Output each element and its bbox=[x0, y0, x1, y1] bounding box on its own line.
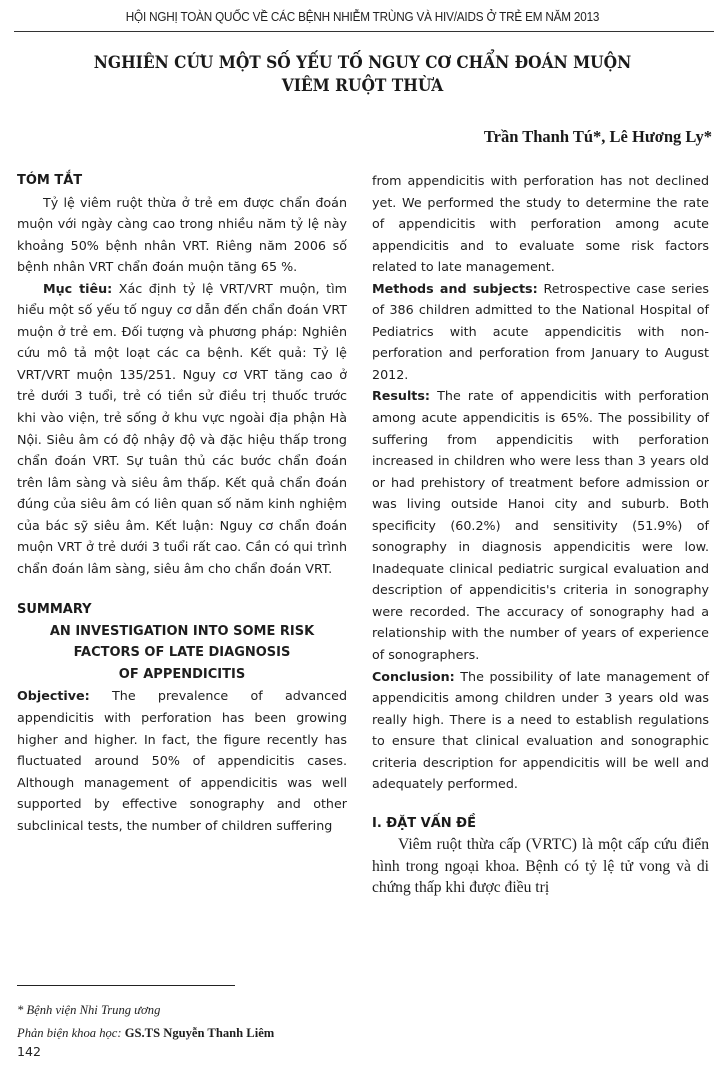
summary-conclusion bbox=[372, 666, 709, 795]
summary-results bbox=[372, 385, 709, 665]
summary-results-label: Results: bbox=[372, 388, 430, 404]
summary-results-text: The rate of appendicitis with perforation among acute appendicitis is 65%. The possibility of suffering from appendicitis with perforation increased in children who were less than 3 years old or had prehistory of treatment before admission or was living outside Hanoi city and suburb. Both specificity (60.2%) and sensitivity (51.9%) of sonography in diagnosis appendicitis were low. Inadequate clinical pediatric surgical evaluation and description of appendicitis's criteria in sonography were recorded. The accuracy of sonography had a relationship with the number of years of experience of sonographers. bbox=[372, 388, 709, 663]
summary-conclusion-label: Conclusion: bbox=[372, 668, 455, 684]
abstract-vi-objective-text: Xác định tỷ lệ VRT/VRT muộn, tìm hiểu một số yếu tố nguy cơ dẫn đến chẩn đoán VRT muộn ở trẻ em. Đối tượng và phương pháp: Nghiên cứu mô tả một loạt các ca bệnh. Kết quả: Tỷ lệ VRT/VRT muộn 135/251. Nguy cơ VRT tăng cao ở trẻ dưới 3 tuổi, trẻ có tiền sử điều trị thuốc trước khi vào viện, trẻ sống ở khu vực ngoài địa phận Hà Nội. Siêu âm có độ nhậy độ và đặc hiệu thấp trong chẩn đoán VRT. Sự tuân thủ các bước chẩn đoán trên lâm sàng và siêu âm thấp. Kết quả chẩn đoán đúng của siêu âm có liên quan số năm kinh nghiệm của bác sỹ siêu âm. Kết luận: Nguy cơ chẩn đoán muộn VRT ở trẻ dưới 3 tuổi rất cao. Cần có qui trình chẩn đoán lâm sàng, siêu âm cho chẩn đoán VRT. bbox=[17, 280, 347, 576]
footnote-reviewer bbox=[17, 1026, 274, 1041]
paper-title bbox=[29, 51, 696, 97]
footnote-rule bbox=[17, 985, 235, 986]
footnote-affiliation: * Bệnh viện Nhi Trung ương bbox=[17, 1003, 161, 1017]
right-column bbox=[372, 170, 709, 899]
page-number: 142 bbox=[17, 1044, 42, 1059]
summary-title-line-2: FACTORS OF LATE DIAGNOSIS bbox=[73, 645, 291, 661]
summary-objective-continued: from appendicitis with perforation has not declined yet. We performed the study to determine the rate of appendicitis with perforation among acute appendicitis and to evaluate some risk factors related to late management. bbox=[372, 173, 709, 275]
authors: Trần Thanh Tú*, Lê Hương Ly* bbox=[483, 127, 712, 146]
summary-methods-text: Retrospective case series of 386 children admitted to the National Hospital of Pediatrics with acute appendicitis with non-perforation and perforation from January to August 2012. bbox=[372, 280, 709, 382]
spacer bbox=[17, 579, 347, 599]
summary-title-line-1: AN INVESTIGATION INTO SOME RISK bbox=[49, 623, 315, 639]
summary-objective-text: The prevalence of advanced appendicitis with perforation has been growing higher and higher. In fact, the figure recently has fluctuated around 50% of appendicitis cases. Although management of appendicitis was well supported by effective sonography and other subclinical tests, the number of children suffering bbox=[17, 688, 347, 833]
summary-title-line-3: OF APPENDICITIS bbox=[118, 666, 246, 682]
summary-methods-label: Methods and subjects: bbox=[372, 280, 538, 296]
abstract-vi-objective bbox=[17, 278, 347, 580]
spacer bbox=[372, 795, 709, 813]
abstract-vi-heading: TÓM TẮT bbox=[17, 173, 83, 188]
paper-title-line-1: NGHIÊN CỨU MỘT SỐ YẾU TỐ NGUY CƠ CHẨN ĐOÁN MUỘN bbox=[93, 52, 632, 72]
section-1-heading: I. ĐẶT VẤN ĐỀ bbox=[372, 815, 476, 831]
reviewer-name: GS.TS Nguyễn Thanh Liêm bbox=[121, 1026, 275, 1040]
summary-conclusion-text: The possibility of late management of appendicitis among children under 3 years old was really high. There is a need to establish regulations to ensure that clinical evaluation and sonographic criteria description for appendicitis will be well and adequately performed. bbox=[372, 668, 709, 792]
summary-objective-label: Objective: bbox=[17, 688, 90, 704]
summary-heading: SUMMARY bbox=[17, 602, 92, 618]
abstract-vi-intro: Tỷ lệ viêm ruột thừa ở trẻ em được chẩn đoán muộn với ngày càng cao trong nhiều năm tỷ lệ này khoảng 50% bệnh nhân VRT. Riêng năm 2006 số bệnh nhân VRT chẩn đoán muộn tăng 65 %. bbox=[17, 194, 347, 275]
section-1-body: Viêm ruột thừa cấp (VRTC) là một cấp cứu điển hình trong ngoại khoa. Bệnh có tỷ lệ tử vong và di chứng thấp khi được điều trị bbox=[372, 836, 709, 897]
reviewer-label: Phản biện khoa học: bbox=[17, 1026, 122, 1040]
abstract-vi-objective-label: Mục tiêu: bbox=[43, 280, 113, 296]
summary-methods bbox=[372, 278, 709, 386]
summary-objective bbox=[17, 685, 347, 836]
running-head: HỘI NGHỊ TOÀN QUỐC VỀ CÁC BỆNH NHIỄM TRÙNG VÀ HIV/AIDS Ở TRẺ EM NĂM 2013 bbox=[125, 10, 600, 24]
paper-title-line-2: VIÊM RUỘT THỪA bbox=[281, 75, 444, 95]
left-column bbox=[17, 170, 347, 836]
header-rule bbox=[14, 31, 714, 32]
